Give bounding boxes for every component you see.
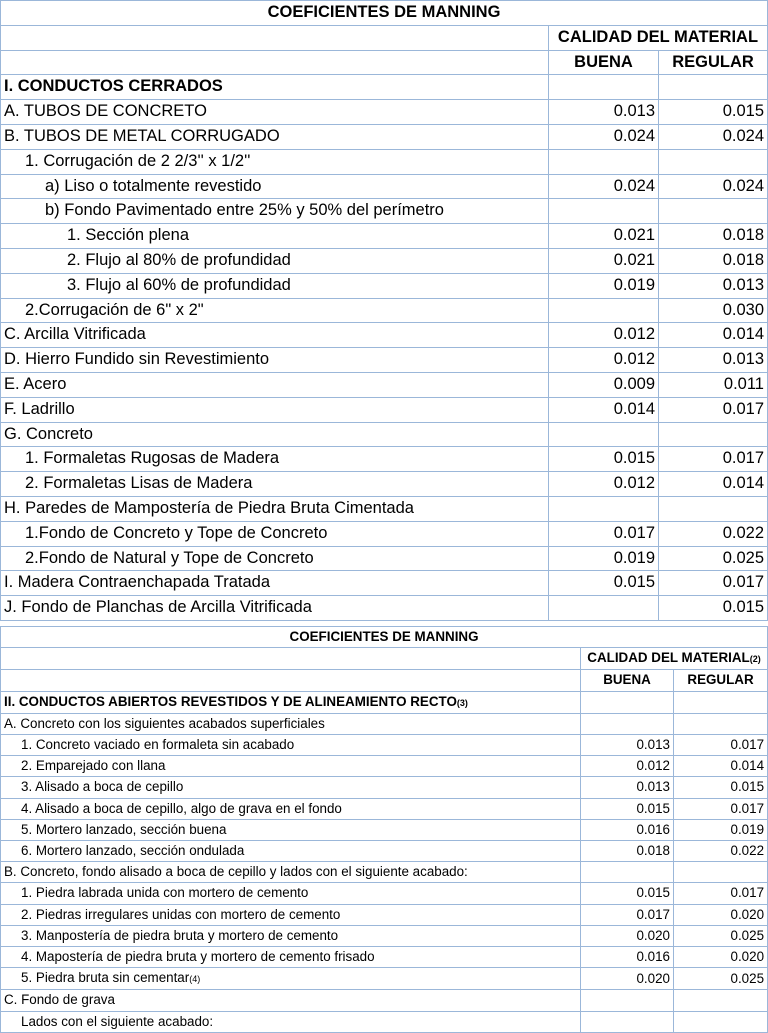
cell-regular [659, 422, 768, 447]
row-description [1, 735, 581, 756]
cell-regular: 0.022 [674, 841, 768, 862]
cell-good: 0.012 [549, 348, 659, 373]
row-label: 1.Fondo de Concreto y Tope de Concreto [25, 523, 328, 542]
cell-regular [674, 862, 768, 883]
row-label: 4. Mapostería de piedra bruta y mortero de cemento frisado [21, 949, 375, 965]
cell-regular: 0.017 [659, 571, 768, 596]
table-row [1, 735, 768, 756]
cell-good: 0.015 [581, 883, 674, 904]
row-label: B. TUBOS DE METAL CORRUGADO [4, 126, 280, 145]
table-row [1, 925, 768, 946]
row-label: 2. Emparejado con llana [21, 758, 166, 774]
row-label: a) Liso o totalmente revestido [45, 176, 262, 195]
row-description [1, 990, 581, 1011]
cell-good [549, 496, 659, 521]
table-row [1, 100, 768, 125]
cell-regular: 0.015 [659, 596, 768, 621]
table2-col-good: BUENA [581, 670, 674, 691]
row-description [1, 968, 581, 990]
row-label: 1. Corrugación de 2 2/3'' x 1/2'' [25, 151, 251, 170]
row-description [1, 323, 549, 348]
row-description [1, 883, 581, 904]
table-row [1, 75, 768, 100]
cell-regular: 0.018 [659, 224, 768, 249]
table-row [1, 1011, 768, 1032]
row-description [1, 422, 549, 447]
cell-good: 0.012 [549, 323, 659, 348]
cell-regular: 0.011 [659, 372, 768, 397]
row-label: I. CONDUCTOS CERRADOS [4, 77, 223, 96]
cell-regular [659, 199, 768, 224]
table-row [1, 968, 768, 990]
cell-regular: 0.030 [659, 298, 768, 323]
row-label: A. Concreto con los siguientes acabados superficiales [4, 715, 325, 731]
row-label: Lados con el siguiente acabado: [21, 1013, 214, 1029]
table2-title: COEFICIENTES DE MANNING [1, 627, 768, 648]
row-label: 2.Corrugación de 6" x 2" [25, 300, 204, 319]
cell-regular [674, 990, 768, 1011]
table-row [1, 841, 768, 862]
cell-good: 0.009 [549, 372, 659, 397]
table-row [1, 521, 768, 546]
row-label: 1. Piedra labrada unida con mortero de cemento [21, 885, 309, 901]
row-description [1, 798, 581, 819]
row-label: 3. Flujo al 60% de profundidad [67, 275, 291, 294]
row-description [1, 397, 549, 422]
row-description [1, 1011, 581, 1032]
row-description [1, 713, 581, 734]
cell-regular: 0.018 [659, 248, 768, 273]
cell-good: 0.019 [549, 546, 659, 571]
cell-good: 0.019 [549, 273, 659, 298]
cell-regular: 0.017 [674, 883, 768, 904]
row-label: 2. Flujo al 80% de profundidad [67, 250, 291, 269]
table-row [1, 546, 768, 571]
table2-section-label [1, 691, 581, 713]
table-row [1, 713, 768, 734]
row-description [1, 124, 549, 149]
cell-good: 0.021 [549, 248, 659, 273]
manning-table-open-channels [0, 626, 768, 1033]
row-description [1, 100, 549, 125]
cell-good [581, 713, 674, 734]
cell-good: 0.020 [581, 925, 674, 946]
cell-good: 0.012 [581, 756, 674, 777]
cell-good [549, 199, 659, 224]
table-row [1, 819, 768, 840]
cell-regular: 0.017 [674, 798, 768, 819]
row-label: I. Madera Contraenchapada Tratada [4, 573, 271, 592]
row-description [1, 224, 549, 249]
table1-header-blank [1, 25, 549, 50]
row-label: 5. Mortero lanzado, sección buena [21, 821, 227, 837]
row-description [1, 149, 549, 174]
cell-regular [659, 149, 768, 174]
row-label: 1. Concreto vaciado en formaleta sin acabado [21, 737, 295, 753]
row-label: A. TUBOS DE CONCRETO [4, 102, 207, 121]
table-row [1, 883, 768, 904]
table1-quality-header: CALIDAD DEL MATERIAL [549, 25, 768, 50]
table-row [1, 372, 768, 397]
row-description [1, 546, 549, 571]
cell-regular: 0.025 [674, 968, 768, 990]
table-row [1, 862, 768, 883]
row-label: 2. Formaletas Lisas de Madera [25, 474, 253, 493]
row-description [1, 777, 581, 798]
cell-regular: 0.015 [674, 777, 768, 798]
table2-header-blank [1, 648, 581, 670]
row-label: B. Concreto, fondo alisado a boca de cepillo y lados con el siguiente acabado: [4, 864, 468, 880]
cell-good: 0.012 [549, 472, 659, 497]
cell-regular: 0.014 [659, 323, 768, 348]
cell-regular [659, 496, 768, 521]
row-description [1, 372, 549, 397]
row-description [1, 571, 549, 596]
row-description [1, 496, 549, 521]
cell-regular: 0.017 [659, 397, 768, 422]
table-row [1, 174, 768, 199]
row-label: C. Fondo de grava [4, 992, 115, 1008]
table2-cell-regular [674, 691, 768, 713]
cell-regular: 0.024 [659, 124, 768, 149]
cell-good: 0.013 [581, 777, 674, 798]
row-label: 2.Fondo de Natural y Tope de Concreto [25, 548, 314, 567]
table-row [1, 248, 768, 273]
row-description [1, 447, 549, 472]
cell-good [549, 75, 659, 100]
cell-good: 0.017 [581, 904, 674, 925]
table-row [1, 323, 768, 348]
cell-regular: 0.017 [674, 735, 768, 756]
cell-regular: 0.024 [659, 174, 768, 199]
row-description [1, 904, 581, 925]
cell-good: 0.013 [549, 100, 659, 125]
cell-good [549, 298, 659, 323]
table-row [1, 777, 768, 798]
table-row [1, 149, 768, 174]
row-description [1, 174, 549, 199]
row-description [1, 248, 549, 273]
table-row [1, 224, 768, 249]
cell-regular: 0.014 [674, 756, 768, 777]
row-description [1, 273, 549, 298]
row-label: D. Hierro Fundido sin Revestimiento [4, 350, 270, 369]
cell-good: 0.021 [549, 224, 659, 249]
table-row [1, 596, 768, 621]
cell-regular: 0.020 [674, 904, 768, 925]
table1-title: COEFICIENTES DE MANNING [1, 1, 768, 26]
row-description [1, 947, 581, 968]
table2-section-text: II. CONDUCTOS ABIERTOS REVESTIDOS Y DE ALINEAMIENTO RECTO [4, 693, 457, 709]
table-row [1, 298, 768, 323]
table-row [1, 756, 768, 777]
table-row [1, 571, 768, 596]
cell-good: 0.016 [581, 947, 674, 968]
table2-quality-header-text: CALIDAD DEL MATERIAL [587, 650, 750, 666]
table-row [1, 447, 768, 472]
cell-good [549, 422, 659, 447]
cell-good: 0.016 [581, 819, 674, 840]
table-row [1, 798, 768, 819]
row-label: E. Acero [4, 374, 67, 393]
cell-good: 0.024 [549, 124, 659, 149]
table-row [1, 496, 768, 521]
row-description [1, 841, 581, 862]
table1-col-regular: REGULAR [659, 50, 768, 75]
cell-good: 0.013 [581, 735, 674, 756]
row-footnote: (4) [189, 974, 201, 985]
cell-regular: 0.020 [674, 947, 768, 968]
row-label: J. Fondo de Planchas de Arcilla Vitrificada [4, 598, 312, 617]
row-description [1, 819, 581, 840]
cell-good: 0.024 [549, 174, 659, 199]
row-description [1, 596, 549, 621]
row-label: 4. Alisado a boca de cepillo, algo de grava en el fondo [21, 800, 342, 816]
table1-header-blank [1, 50, 549, 75]
cell-regular [674, 713, 768, 734]
cell-good [581, 862, 674, 883]
table-row [1, 472, 768, 497]
row-label: G. Concreto [4, 424, 93, 443]
cell-good: 0.015 [549, 571, 659, 596]
row-description [1, 199, 549, 224]
cell-good: 0.020 [581, 968, 674, 990]
cell-regular: 0.025 [659, 546, 768, 571]
table-row [1, 199, 768, 224]
cell-regular [674, 1011, 768, 1032]
table2-header-blank [1, 670, 581, 691]
row-label: 3. Alisado a boca de cepillo [21, 779, 184, 795]
table-row [1, 904, 768, 925]
row-description [1, 75, 549, 100]
row-description [1, 521, 549, 546]
cell-regular: 0.013 [659, 348, 768, 373]
cell-regular: 0.015 [659, 100, 768, 125]
row-description [1, 925, 581, 946]
row-description [1, 472, 549, 497]
row-label: F. Ladrillo [4, 399, 75, 418]
cell-regular: 0.019 [674, 819, 768, 840]
cell-regular [659, 75, 768, 100]
cell-regular: 0.022 [659, 521, 768, 546]
row-label: b) Fondo Pavimentado entre 25% y 50% del perímetro [45, 201, 444, 220]
cell-good [549, 149, 659, 174]
cell-regular: 0.025 [674, 925, 768, 946]
table-row [1, 348, 768, 373]
cell-good [581, 1011, 674, 1032]
cell-good [549, 596, 659, 621]
row-label: 1. Sección plena [67, 226, 190, 245]
table2-cell-good [581, 691, 674, 713]
table2-quality-header [581, 648, 768, 670]
row-label: 3. Manpostería de piedra bruta y mortero de cemento [21, 927, 339, 943]
table-row [1, 397, 768, 422]
cell-good: 0.014 [549, 397, 659, 422]
table-row [1, 273, 768, 298]
cell-good: 0.015 [581, 798, 674, 819]
row-label: 2. Piedras irregulares unidas con mortero de cemento [21, 906, 341, 922]
table-row [1, 947, 768, 968]
row-description [1, 348, 549, 373]
cell-regular: 0.017 [659, 447, 768, 472]
table-row [1, 124, 768, 149]
row-label: H. Paredes de Mampostería de Piedra Bruta Cimentada [4, 498, 414, 517]
row-description [1, 862, 581, 883]
cell-good: 0.015 [549, 447, 659, 472]
row-description [1, 298, 549, 323]
cell-good: 0.017 [549, 521, 659, 546]
row-label: 6. Mortero lanzado, sección ondulada [21, 843, 245, 859]
table2-quality-footnote: (2) [749, 654, 761, 665]
cell-regular: 0.014 [659, 472, 768, 497]
table-row [1, 422, 768, 447]
row-label: 5. Piedra bruta sin cementar [21, 970, 190, 986]
cell-good [581, 990, 674, 1011]
table2-col-regular: REGULAR [674, 670, 768, 691]
table1-col-good: BUENA [549, 50, 659, 75]
cell-good: 0.018 [581, 841, 674, 862]
cell-regular: 0.013 [659, 273, 768, 298]
row-description [1, 756, 581, 777]
row-label: 1. Formaletas Rugosas de Madera [25, 449, 280, 468]
row-label: C. Arcilla Vitrificada [4, 325, 146, 344]
table2-section-footnote: (3) [456, 697, 468, 708]
table-row [1, 990, 768, 1011]
